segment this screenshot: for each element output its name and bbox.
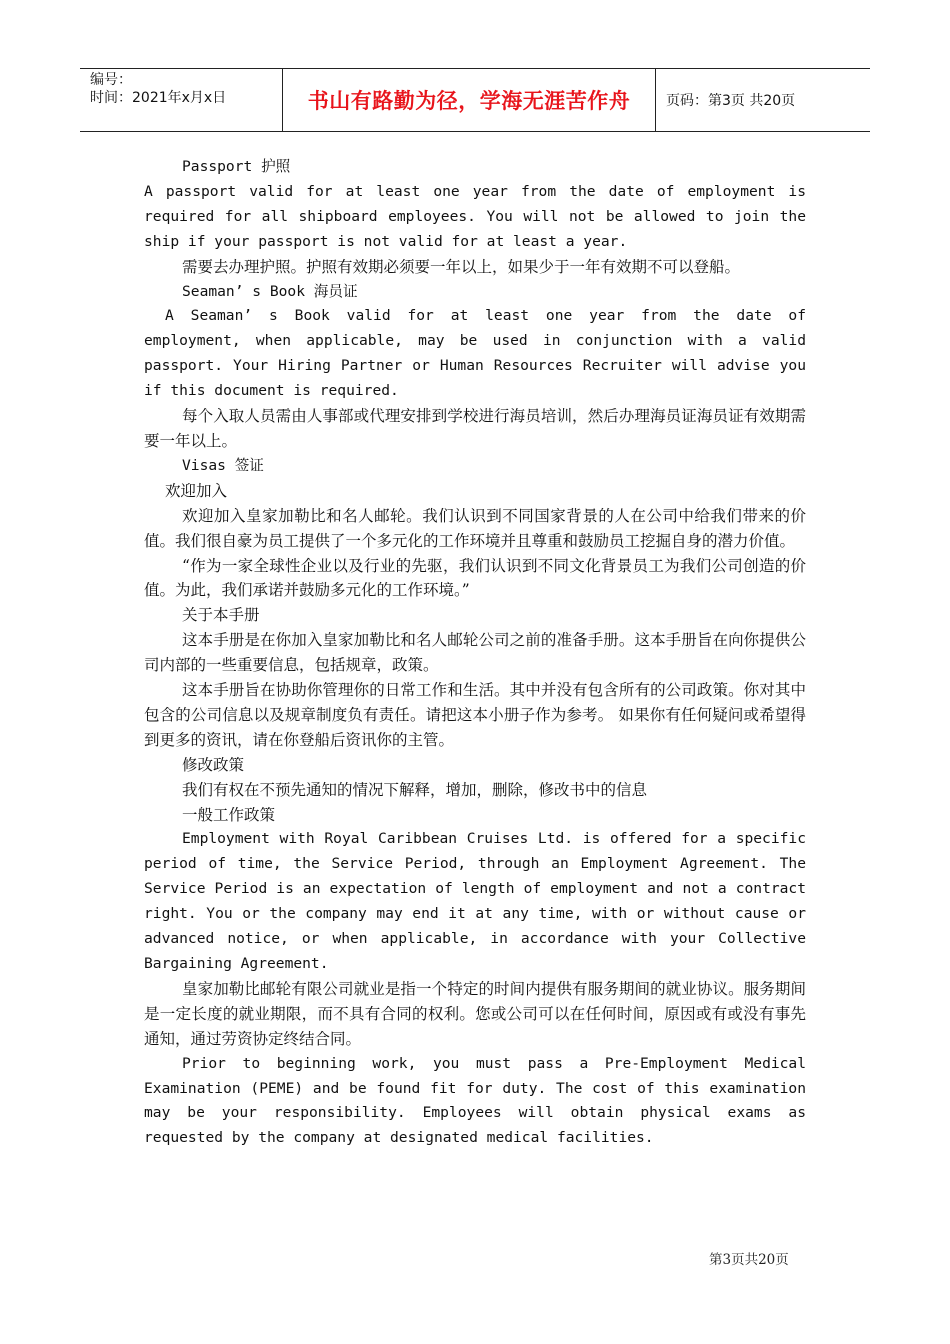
header-meta bbox=[80, 69, 283, 131]
paragraph-passport-zh: 需要去办理护照。护照有效期必须要一年以上，如果少于一年有效期不可以登船。 bbox=[182, 257, 741, 276]
document-number-label: 编号： bbox=[90, 72, 132, 88]
paragraph-handbook-intro: 这本手册是在你加入皇家加勒比和名人邮轮公司之前的准备手册。这本手册旨在向你提供公司内部的一些重要信息，包括规章，政策。 bbox=[144, 631, 806, 675]
paragraph-employment-zh: 皇家加勒比邮轮有限公司就业是指一个特定的时间内提供有服务期间的就业协议。服务期间是一定长度的就业期限，而不具有合同的权利。您或公司可以在任何时间，原因或有或没有事先通知，通过劳资协定终结合同。 bbox=[144, 979, 806, 1048]
paragraph-seamans-book-zh: 每个入取人员需由人事部或代理安排到学校进行海员培训，然后办理海员证海员证有效期需要一年以上。 bbox=[144, 407, 806, 450]
header-motto: 书山有路勤为径，学海无涯苦作舟 bbox=[283, 69, 656, 131]
heading-general-policy: 一般工作政策 bbox=[182, 805, 276, 824]
page-footer: 第3页共20页 bbox=[709, 1252, 789, 1268]
heading-welcome: 欢迎加入 bbox=[165, 481, 228, 500]
header-page-label: 页码：第3页 共20页 bbox=[666, 93, 796, 109]
paragraph-employment-en: Employment with Royal Caribbean Cruises Ltd. is offered for a specific period of time, the Service Period, through an Employment Agreement. The Service Period is an expectation of length of employment and not a contract right. You or the company may end it at any time, with or without cause or advanced notice, or when applicable, in accordance with your Collective Bargaining Agreement. bbox=[144, 830, 806, 972]
paragraph-passport-en: A passport valid for at least one year from the date of employment is required for all shipboard employees. You will not be allowed to join the ship if your passport is not valid for at least a year. bbox=[144, 182, 806, 250]
page-header bbox=[80, 68, 870, 132]
heading-seamans-book: Seaman’ s Book 海员证 bbox=[182, 282, 358, 300]
paragraph-welcome: 欢迎加入皇家加勒比和名人邮轮。我们认识到不同国家背景的人在公司中给我们带来的价值。我们很自豪为员工提供了一个多元化的工作环境并且尊重和鼓励员工挖掘自身的潜力价值。 bbox=[144, 506, 806, 550]
document-body bbox=[144, 155, 806, 1151]
document-date-label: 时间：2021年x月x日 bbox=[90, 90, 227, 106]
heading-visas: Visas 签证 bbox=[182, 456, 264, 474]
paragraph-policy-changes: 我们有权在不预先通知的情况下解释，增加，删除，修改书中的信息 bbox=[182, 780, 648, 799]
paragraph-quote: “作为一家全球性企业以及行业的先驱，我们认识到不同文化背景员工为我们公司创造的价值。为此，我们承诺并鼓励多元化的工作环境。” bbox=[144, 556, 806, 600]
paragraph-medical-exam-en: Prior to beginning work, you must pass a Pre-Employment Medical Examination (PEME) and be found fit for duty. The cost of this examination may be your responsibility. Employees will obtain physical exams as requested by the company at designated medical facilities. bbox=[144, 1054, 806, 1147]
heading-about-handbook: 关于本手册 bbox=[182, 606, 260, 625]
paragraph-seamans-book-en: A Seaman’ s Book valid for at least one year from the date of employment, when applicable, may be used in conjunction with a valid passport. Your Hiring Partner or Human Resources Recruiter will advise you if this document is required. bbox=[144, 307, 806, 400]
paragraph-handbook-purpose: 这本手册旨在协助你管理你的日常工作和生活。其中并没有包含所有的公司政策。你对其中包含的公司信息以及规章制度负有责任。请把这本小册子作为参考。 如果你有任何疑问或希望得到更多的资讯，请在你登船后资讯你的主管。 bbox=[144, 681, 806, 749]
heading-policy-changes: 修改政策 bbox=[182, 755, 245, 774]
heading-passport: Passport 护照 bbox=[182, 158, 291, 175]
